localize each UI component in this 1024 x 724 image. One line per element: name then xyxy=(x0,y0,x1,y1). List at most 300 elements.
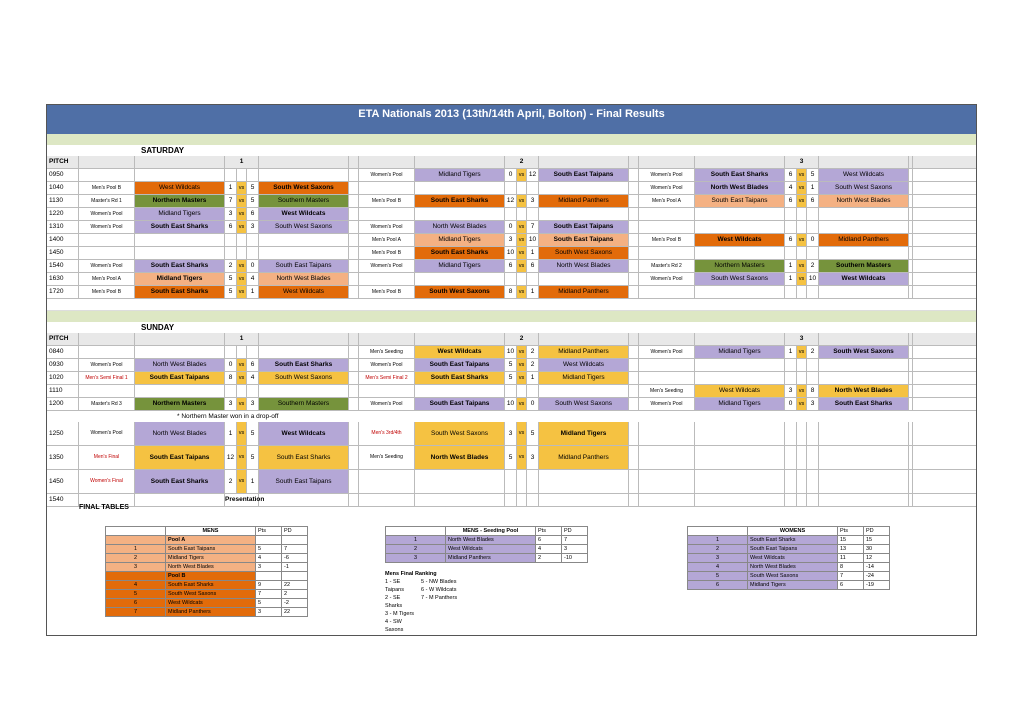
away-team: Midland Panthers xyxy=(539,195,629,207)
away-score: 6 xyxy=(247,208,259,220)
away-team: South East Sharks xyxy=(259,446,349,469)
home-team: South East Taipans xyxy=(135,446,225,469)
empty-cell xyxy=(247,247,259,259)
away-score: 1 xyxy=(527,372,539,384)
table-cell xyxy=(688,527,748,536)
home-score: 3 xyxy=(225,208,237,220)
away-team: Southern Masters xyxy=(259,398,349,410)
table-row xyxy=(688,563,890,572)
empty-cell xyxy=(539,470,629,493)
empty-cell xyxy=(785,286,797,298)
home-score: 3 xyxy=(505,234,517,246)
gap-cell xyxy=(629,195,639,207)
empty-cell xyxy=(517,273,527,285)
vs-label: vs xyxy=(517,398,527,410)
gap-cell xyxy=(629,470,639,493)
time-cell: 0950 xyxy=(47,169,79,181)
pitch-spacer xyxy=(639,333,695,345)
empty-cell xyxy=(797,286,807,298)
empty-cell xyxy=(247,169,259,181)
empty-cell xyxy=(79,247,135,259)
match-type: Women's Pool xyxy=(639,346,695,358)
home-team: West Wildcats xyxy=(695,234,785,246)
pitch-spacer xyxy=(415,156,505,168)
table-cell: 4 xyxy=(106,581,166,590)
match-type: Men's Pool A xyxy=(639,195,695,207)
away-team: South East Taipans xyxy=(539,234,629,246)
away-score: 5 xyxy=(807,169,819,181)
empty-cell xyxy=(517,385,527,397)
empty-cell xyxy=(797,208,807,220)
table-row xyxy=(106,563,308,572)
table-header xyxy=(688,527,890,536)
table-cell: 13 xyxy=(838,545,864,554)
fixture-row xyxy=(47,260,976,273)
final-tables xyxy=(47,498,976,635)
empty-cell xyxy=(785,359,797,371)
pitch-spacer xyxy=(79,156,135,168)
vs-label: vs xyxy=(237,221,247,233)
gap-cell xyxy=(909,234,913,246)
away-score: 2 xyxy=(807,260,819,272)
empty-cell xyxy=(517,470,527,493)
table-cell xyxy=(256,536,282,545)
table-cell: 4 xyxy=(688,563,748,572)
gap-cell xyxy=(629,234,639,246)
fixture-row xyxy=(47,247,976,260)
home-score: 2 xyxy=(225,470,237,493)
time-cell: 1220 xyxy=(47,208,79,220)
table-cell: PD xyxy=(562,527,588,536)
fixture-row xyxy=(47,286,976,299)
gap-cell xyxy=(909,182,913,194)
match-type: Master's Rd 3 xyxy=(79,398,135,410)
table-row xyxy=(386,536,588,545)
table-cell: 6 xyxy=(838,581,864,590)
pitch-gap xyxy=(909,333,913,345)
empty-cell xyxy=(639,221,695,233)
home-score: 5 xyxy=(505,446,517,469)
match-type: Women's Pool xyxy=(359,260,415,272)
match-type: Men's Semi Final 2 xyxy=(359,372,415,384)
pitch-gap xyxy=(629,156,639,168)
away-team: West Wildcats xyxy=(259,286,349,298)
pitch-spacer xyxy=(695,156,785,168)
fixture-row xyxy=(47,398,976,411)
match-type: Men's Pool A xyxy=(359,234,415,246)
away-score: 1 xyxy=(247,470,259,493)
empty-cell xyxy=(415,182,505,194)
home-score: 3 xyxy=(785,385,797,397)
table-cell: 11 xyxy=(838,554,864,563)
away-team: South West Saxons xyxy=(819,182,909,194)
away-score: 1 xyxy=(807,182,819,194)
away-team: South East Taipans xyxy=(539,169,629,181)
away-team: South East Sharks xyxy=(819,398,909,410)
empty-cell xyxy=(797,446,807,469)
table-cell: 4 xyxy=(536,545,562,554)
table-cell: 3 xyxy=(562,545,588,554)
away-team: South West Saxons xyxy=(539,398,629,410)
vs-label: vs xyxy=(797,195,807,207)
home-team: South East Sharks xyxy=(135,470,225,493)
home-score: 12 xyxy=(225,446,237,469)
table-cell: 7 xyxy=(838,572,864,581)
empty-cell xyxy=(359,470,415,493)
home-score: 6 xyxy=(785,169,797,181)
table-cell: Pool B xyxy=(166,572,256,581)
gap-cell xyxy=(629,260,639,272)
table-row xyxy=(386,554,588,563)
table-cell: 15 xyxy=(864,536,890,545)
away-score: 1 xyxy=(527,286,539,298)
gap-cell xyxy=(349,446,359,469)
empty-cell xyxy=(79,346,135,358)
vs-label: vs xyxy=(517,195,527,207)
away-score: 2 xyxy=(527,346,539,358)
match-type: Men's Semi Final 1 xyxy=(79,372,135,384)
fixture-row xyxy=(47,470,976,494)
empty-cell xyxy=(259,247,349,259)
empty-cell xyxy=(695,446,785,469)
empty-cell xyxy=(237,247,247,259)
table-cell: 3 xyxy=(688,554,748,563)
empty-cell xyxy=(517,182,527,194)
match-type: Women's Final xyxy=(79,470,135,493)
home-team: West Wildcats xyxy=(415,346,505,358)
match-type: Men's Pool B xyxy=(359,286,415,298)
pitch-gap xyxy=(909,156,913,168)
empty-cell xyxy=(225,169,237,181)
table-cell: Midland Tigers xyxy=(748,581,838,590)
away-score: 6 xyxy=(807,195,819,207)
vs-label: vs xyxy=(237,422,247,445)
match-type: Master's Rd 1 xyxy=(79,195,135,207)
home-score: 12 xyxy=(505,195,517,207)
empty-cell xyxy=(785,446,797,469)
pitch-number: 1 xyxy=(225,156,259,168)
match-type: Women's Pool xyxy=(639,169,695,181)
empty-cell xyxy=(639,286,695,298)
home-score: 8 xyxy=(225,372,237,384)
away-team: North West Blades xyxy=(539,260,629,272)
gap-cell xyxy=(909,398,913,410)
pitch-label: PITCH xyxy=(47,156,79,168)
gap-cell xyxy=(349,286,359,298)
time-cell: 0930 xyxy=(47,359,79,371)
gap-cell xyxy=(909,422,913,445)
pitch-spacer xyxy=(695,333,785,345)
away-team: West Wildcats xyxy=(819,169,909,181)
table-row xyxy=(106,545,308,554)
empty-cell xyxy=(247,346,259,358)
pitch-number: 2 xyxy=(505,333,539,345)
home-team: Northern Masters xyxy=(135,195,225,207)
home-team: South West Saxons xyxy=(415,286,505,298)
table-cell: -2 xyxy=(282,599,308,608)
empty-cell xyxy=(505,182,517,194)
empty-cell xyxy=(225,385,237,397)
away-score: 7 xyxy=(527,221,539,233)
match-type: Men's Pool B xyxy=(639,234,695,246)
vs-label: vs xyxy=(517,247,527,259)
away-score: 4 xyxy=(247,273,259,285)
table-cell: 5 xyxy=(106,590,166,599)
table-row xyxy=(106,608,308,617)
table-cell: -19 xyxy=(864,581,890,590)
gap-cell xyxy=(909,372,913,384)
gap-cell xyxy=(349,385,359,397)
time-cell: 1020 xyxy=(47,372,79,384)
home-team: Midland Tigers xyxy=(135,208,225,220)
fixture-row xyxy=(47,234,976,247)
vs-label: vs xyxy=(517,372,527,384)
home-team: North West Blades xyxy=(135,422,225,445)
vs-label: vs xyxy=(797,346,807,358)
empty-cell xyxy=(505,385,517,397)
pitch-header-row xyxy=(47,333,976,346)
home-score: 2 xyxy=(225,260,237,272)
empty-cell xyxy=(539,182,629,194)
vs-label: vs xyxy=(237,372,247,384)
pitch-spacer xyxy=(359,333,415,345)
home-team: South East Taipans xyxy=(695,195,785,207)
vs-label: vs xyxy=(237,286,247,298)
home-team: South East Sharks xyxy=(695,169,785,181)
table-cell: 22 xyxy=(282,608,308,617)
away-team: Southern Masters xyxy=(819,260,909,272)
empty-cell xyxy=(259,234,349,246)
match-type: Women's Pool xyxy=(359,398,415,410)
empty-cell xyxy=(819,446,909,469)
home-score: 1 xyxy=(785,260,797,272)
ranking-columns xyxy=(385,578,457,634)
away-team: South West Saxons xyxy=(539,247,629,259)
ranking-item: 4 - SW Saxons xyxy=(385,619,404,633)
pitch-number: 3 xyxy=(785,333,819,345)
home-score: 7 xyxy=(225,195,237,207)
pitch-number: 3 xyxy=(785,156,819,168)
empty-cell xyxy=(415,273,505,285)
ranking-item: 7 - M Panthers xyxy=(421,595,458,601)
table-cell: -14 xyxy=(864,563,890,572)
home-team: Northern Masters xyxy=(135,398,225,410)
time-cell: 1250 xyxy=(47,422,79,445)
vs-label: vs xyxy=(797,398,807,410)
table-cell: 6 xyxy=(688,581,748,590)
empty-cell xyxy=(539,385,629,397)
match-type: Women's Pool xyxy=(359,221,415,233)
table-cell: North West Blades xyxy=(166,563,256,572)
match-type: Men's Seeding xyxy=(639,385,695,397)
gap-cell xyxy=(629,346,639,358)
table-header xyxy=(386,527,588,536)
table-cell: -1 xyxy=(282,563,308,572)
vs-label: vs xyxy=(517,169,527,181)
empty-cell xyxy=(819,286,909,298)
home-team: North West Blades xyxy=(695,182,785,194)
away-score: 5 xyxy=(247,195,259,207)
empty-cell xyxy=(237,385,247,397)
fixture-row xyxy=(47,422,976,446)
table-cell: South West Saxons xyxy=(748,572,838,581)
pitch-spacer xyxy=(539,156,629,168)
ranking-item: 1 - SE Taipans xyxy=(385,579,404,593)
mens-final-ranking xyxy=(385,570,457,634)
ranking-item: 6 - W Wildcats xyxy=(421,587,457,593)
match-type: Women's Pool xyxy=(79,260,135,272)
empty-cell xyxy=(135,385,225,397)
empty-cell xyxy=(259,385,349,397)
away-score: 0 xyxy=(527,398,539,410)
empty-cell xyxy=(359,273,415,285)
fixture-row xyxy=(47,446,976,470)
away-team: Midland Panthers xyxy=(539,446,629,469)
home-team: South East Taipans xyxy=(415,359,505,371)
home-team: West Wildcats xyxy=(695,385,785,397)
table-cell: South East Taipans xyxy=(748,545,838,554)
pitch-header-row xyxy=(47,156,976,169)
vs-label: vs xyxy=(517,422,527,445)
table-cell: 1 xyxy=(688,536,748,545)
away-team: North West Blades xyxy=(259,273,349,285)
empty-cell xyxy=(797,221,807,233)
home-team: North West Blades xyxy=(415,221,505,233)
pitch-label: PITCH xyxy=(47,333,79,345)
empty-cell xyxy=(237,234,247,246)
table-cell: South East Sharks xyxy=(166,581,256,590)
time-cell: 1310 xyxy=(47,221,79,233)
empty-cell xyxy=(259,169,349,181)
spacer-band xyxy=(47,311,976,322)
away-score: 10 xyxy=(807,273,819,285)
pitch-spacer xyxy=(359,156,415,168)
vs-label: vs xyxy=(797,169,807,181)
empty-cell xyxy=(135,247,225,259)
table-cell: South East Taipans xyxy=(166,545,256,554)
pitch-spacer xyxy=(639,156,695,168)
away-team: South East Taipans xyxy=(259,470,349,493)
pitch-spacer xyxy=(135,156,225,168)
empty-cell xyxy=(695,286,785,298)
vs-label: vs xyxy=(237,182,247,194)
fixture-row xyxy=(47,221,976,234)
away-score: 5 xyxy=(247,182,259,194)
gap-cell xyxy=(909,260,913,272)
empty-cell xyxy=(785,208,797,220)
ranking-item: 3 - M Tigers xyxy=(385,611,415,617)
away-team: South West Saxons xyxy=(259,221,349,233)
table-cell: 2 xyxy=(106,554,166,563)
home-score: 3 xyxy=(225,398,237,410)
pool-header xyxy=(106,536,308,545)
away-team: South East Sharks xyxy=(259,359,349,371)
match-type: Women's Pool xyxy=(79,208,135,220)
table-cell: Midland Panthers xyxy=(446,554,536,563)
gap-cell xyxy=(349,398,359,410)
table-cell: West Wildcats xyxy=(446,545,536,554)
vs-label: vs xyxy=(517,286,527,298)
empty-cell xyxy=(695,470,785,493)
match-type: Men's Pool B xyxy=(79,182,135,194)
time-cell: 1400 xyxy=(47,234,79,246)
table-cell: 5 xyxy=(688,572,748,581)
home-team: Midland Tigers xyxy=(135,273,225,285)
away-team: South East Taipans xyxy=(259,260,349,272)
table-cell: Pts xyxy=(256,527,282,536)
ranking-item: 5 - NW Blades xyxy=(421,579,457,585)
fixture-row xyxy=(47,359,976,372)
away-team: West Wildcats xyxy=(259,208,349,220)
pitch-spacer xyxy=(79,333,135,345)
time-cell: 1540 xyxy=(47,260,79,272)
empty-cell xyxy=(527,385,539,397)
table-row xyxy=(106,554,308,563)
saturday-schedule xyxy=(47,156,976,299)
empty-cell xyxy=(695,247,785,259)
gap-cell xyxy=(629,359,639,371)
vs-label: vs xyxy=(797,385,807,397)
table-cell: 3 xyxy=(106,563,166,572)
away-team: Midland Panthers xyxy=(819,234,909,246)
away-score: 2 xyxy=(527,359,539,371)
empty-cell xyxy=(415,470,505,493)
match-type: Women's Pool xyxy=(639,182,695,194)
table-cell: 8 xyxy=(838,563,864,572)
time-cell: 1350 xyxy=(47,446,79,469)
match-type: Men's Pool B xyxy=(79,286,135,298)
table-row xyxy=(106,581,308,590)
fixture-row xyxy=(47,372,976,385)
gap-cell xyxy=(909,169,913,181)
empty-cell xyxy=(785,221,797,233)
away-team: South West Saxons xyxy=(819,346,909,358)
away-team: Midland Tigers xyxy=(539,372,629,384)
pitch-number: 1 xyxy=(225,333,259,345)
vs-label: vs xyxy=(517,446,527,469)
saturday-heading: SATURDAY xyxy=(141,146,185,155)
gap-cell xyxy=(909,446,913,469)
table-row xyxy=(386,545,588,554)
empty-cell xyxy=(695,208,785,220)
vs-label: vs xyxy=(517,221,527,233)
vs-label: vs xyxy=(517,234,527,246)
results-sheet xyxy=(46,104,977,636)
vs-label: vs xyxy=(797,273,807,285)
away-score: 6 xyxy=(247,359,259,371)
pitch-gap xyxy=(349,333,359,345)
empty-cell xyxy=(539,273,629,285)
away-score: 2 xyxy=(807,346,819,358)
table-cell xyxy=(106,572,166,581)
empty-cell xyxy=(797,422,807,445)
empty-cell xyxy=(639,247,695,259)
away-team: South East Taipans xyxy=(539,221,629,233)
empty-cell xyxy=(505,273,517,285)
table-cell: North West Blades xyxy=(748,563,838,572)
table-cell: MENS - Seeding Pool xyxy=(446,527,536,536)
spacer-band xyxy=(47,134,976,145)
gap-cell xyxy=(629,247,639,259)
time-cell: 1630 xyxy=(47,273,79,285)
empty-cell xyxy=(527,470,539,493)
ranking-title: Mens Final Ranking xyxy=(385,571,437,577)
empty-cell xyxy=(819,208,909,220)
table-cell: 12 xyxy=(864,554,890,563)
empty-cell xyxy=(359,182,415,194)
away-score: 8 xyxy=(807,385,819,397)
pitch-spacer xyxy=(135,333,225,345)
